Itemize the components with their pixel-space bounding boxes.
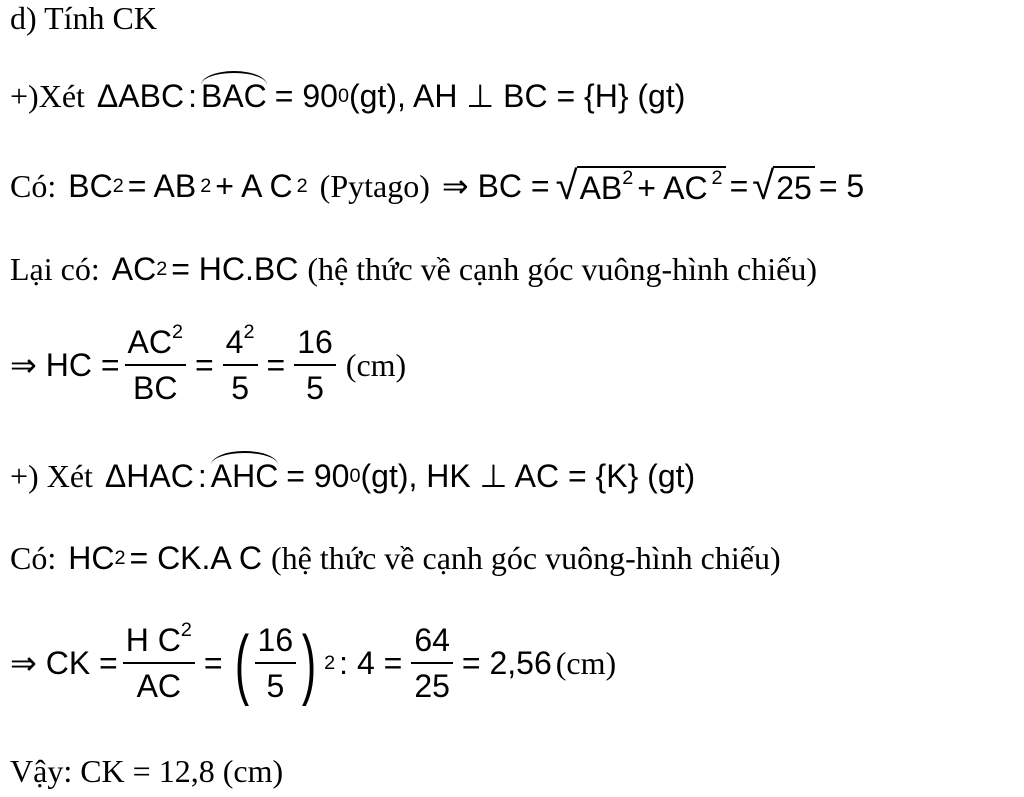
have-label: Có: (10, 168, 57, 204)
line-hc-squared: Có: HC 2 = CK.A C (hệ thức về cạnh góc vuông-hình chiếu) (10, 540, 781, 576)
eq-ab: = AB (127, 168, 197, 204)
sq: 2 (180, 619, 192, 642)
unit-cm: (cm) (345, 347, 407, 383)
eq-90: = 90 (286, 458, 350, 494)
fraction-16-5 (294, 326, 336, 404)
num: 16 (294, 326, 336, 366)
heading (10, 2, 157, 34)
line-ck: ⇒ CK = $\frac{H C^2}{AC}$ = ( $\frac{16}{5}$ ) 2 : 4 = $\frac{64}{25}$ = 2,56 (cm) (10, 619, 617, 707)
implies-ck: ⇒ CK = (10, 645, 118, 681)
rad-25: 25 (773, 166, 815, 206)
result-5: = 5 (818, 168, 865, 204)
num: 16 (255, 624, 297, 664)
triangle-hac: ΔHAC (104, 458, 194, 494)
rad-plus-ac: + AC (637, 170, 708, 206)
eq: = (194, 347, 214, 383)
also-have-label: Lại có: (10, 251, 100, 287)
fraction-4sq-5 (223, 321, 258, 406)
angle-bac: BAC (200, 78, 267, 114)
angle-ahc: AHC (210, 458, 279, 494)
relation-note: (hệ thức về cạnh góc vuông-hình chiếu) (307, 251, 817, 287)
line-consider-hac: +) Xét ΔHAC : AHC = 90 0 (gt), HK ⊥ AC = {K} (gt) (10, 458, 696, 494)
sq: 2 (711, 167, 723, 190)
eq: = (729, 168, 749, 204)
eq-ck-ac: = CK.A C (129, 540, 262, 576)
implies-hc: ⇒ HC = (10, 347, 120, 383)
plus-ac: + A C (215, 168, 293, 204)
fraction-16-5 (255, 624, 297, 702)
sq: 2 (171, 321, 183, 344)
line-hc (10, 321, 407, 406)
sq: 2 (243, 321, 255, 344)
fraction-64-25 (411, 624, 453, 702)
div-4: : 4 = (339, 645, 403, 681)
num: 4 (225, 324, 244, 360)
eq: = (266, 347, 286, 383)
den: 5 (266, 668, 285, 704)
sq: 2 (622, 167, 634, 190)
fraction-ac2-bc (125, 321, 186, 406)
pytago-note: (Pytago) (319, 168, 430, 204)
den: AC (136, 668, 182, 704)
den: 5 (231, 370, 249, 406)
radical-icon: √ (555, 164, 578, 208)
given-hk: (gt), HK ⊥ AC = {K} (gt) (360, 458, 696, 494)
eq-90: = 90 (274, 78, 338, 114)
hc: HC (68, 540, 115, 576)
consider-label: +)Xét (10, 78, 85, 114)
line-pythagoras: Có: BC 2 = AB 2 + A C 2 (Pytago) ⇒ BC = √ $AB^2$ + AC $^2$ = √ 25 = 5 (10, 164, 865, 208)
num: H C (125, 622, 181, 658)
eq-hc-bc: = HC.BC (171, 251, 299, 287)
paren-16-5 (229, 619, 323, 707)
relation-note: (hệ thức về cạnh góc vuông-hình chiếu) (270, 540, 781, 576)
colon: : (188, 78, 197, 114)
result-256: = 2,56 (461, 645, 552, 681)
consider-label: +) Xét (10, 458, 93, 494)
given-ah: (gt), AH ⊥ BC = {H} (gt) (348, 78, 686, 114)
ac: AC (111, 251, 157, 287)
sqrt-ab-ac (556, 166, 726, 206)
heading-text: d) Tính CK (10, 0, 157, 36)
unit-cm: (cm) (555, 645, 617, 681)
eq: = (203, 645, 223, 681)
rad-ab: AB (579, 170, 623, 206)
den: BC (133, 370, 178, 406)
den: 5 (306, 370, 324, 406)
right-paren: ) (301, 619, 317, 707)
num: 64 (411, 624, 453, 664)
colon: : (197, 458, 207, 494)
have-label: Có: (10, 540, 57, 576)
bc: BC (68, 168, 113, 204)
conclusion (10, 755, 283, 787)
line-ac-squared: Lại có: AC 2 = HC.BC (hệ thức về cạnh góc vuông-hình chiếu) (10, 251, 817, 287)
implies-bc: ⇒ BC = (441, 168, 550, 204)
conclusion-text: Vậy: CK = 12,8 (cm) (10, 753, 284, 789)
num: AC (127, 324, 172, 360)
radical-icon: √ (752, 164, 775, 208)
fraction-hc2-ac (123, 619, 195, 704)
line-consider-abc: +)Xét ΔABC : BAC = 90 0 (gt), AH ⊥ BC = {H} (gt) (10, 78, 686, 114)
triangle-abc: ΔABC (96, 78, 185, 114)
den: 25 (414, 668, 450, 704)
left-paren: ( (234, 619, 249, 707)
sqrt-25 (752, 166, 815, 206)
